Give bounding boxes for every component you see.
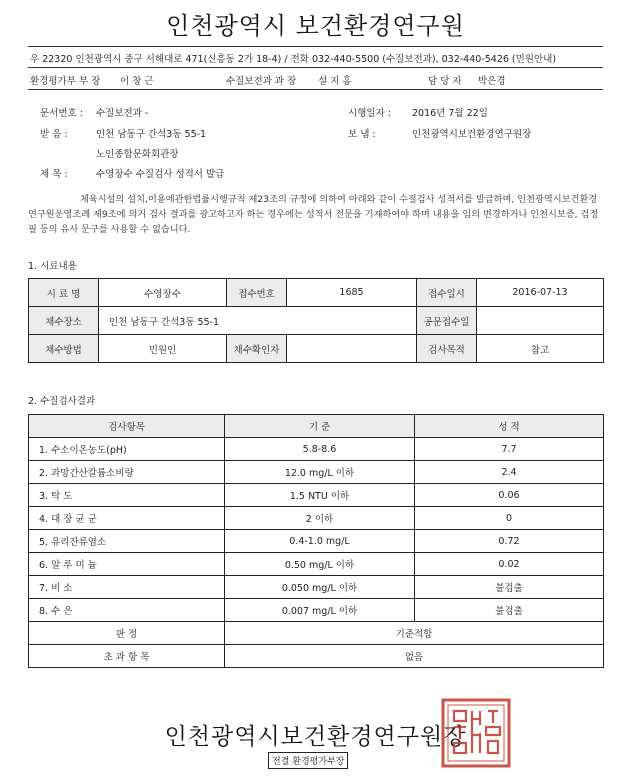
test-item-cell: 1. 수소이온농도(pH) <box>29 438 225 461</box>
subject-label: 제 목 : <box>40 169 68 180</box>
notice-paragraph: 체육시설의 설치,이용에관한법률시행규칙 제23조의 규정에 의하여 아래와 같이 수질검사 성적서를 발급하며, 인천광역시보건환경연구원운영조례 제9조에 의거 검사 결과를 광고하고자 하는 경우에는 성적서 전문을 기재하여야 하며 내용을 임의 변경하거나 인천시보증, 검정필 등의 유사 문구를 사용할 수 없습니다. <box>28 194 599 235</box>
col-standard-header: 기 준 <box>225 415 415 438</box>
subject-value: 수영장수 수질검사 성적서 발급 <box>96 169 225 180</box>
standard-cell: 0.4-1.0 mg/L <box>225 530 415 553</box>
exceeded-label: 초 과 항 목 <box>29 645 225 668</box>
sample-name-label: 시 료 명 <box>29 279 99 307</box>
result-cell: 0.06 <box>415 484 604 507</box>
col-item-header: 검사항목 <box>29 415 225 438</box>
table-row <box>29 530 604 553</box>
col-result-header: 성 적 <box>415 415 604 438</box>
sampling-place-value: 인천 남동구 간석3동 55-1 <box>99 307 417 335</box>
standard-cell: 0.007 mg/L 이하 <box>225 599 415 622</box>
standard-cell: 1.5 NTU 이하 <box>225 484 415 507</box>
section1-heading: 1. 시료내용 <box>28 261 77 272</box>
sample-info-table <box>28 278 604 363</box>
result-cell: 0.02 <box>415 553 604 576</box>
sampling-place-label: 채수장소 <box>29 307 99 335</box>
report-label: 보 냄 : <box>348 129 376 140</box>
doc-no-label: 문서번호 : <box>40 108 83 119</box>
table-row <box>29 622 604 645</box>
recipient-label: 받 음 : <box>40 129 68 140</box>
divider-mid <box>28 67 603 68</box>
table-row <box>29 599 604 622</box>
standard-cell: 2 이하 <box>225 507 415 530</box>
result-cell: 불검출 <box>415 576 604 599</box>
enforce-date-label: 시행일자 : <box>348 108 391 119</box>
standard-cell: 0.050 mg/L 이하 <box>225 576 415 599</box>
table-row <box>29 438 604 461</box>
table-header-row <box>29 415 604 438</box>
sample-receipt-label: 공문접수일 <box>417 307 477 335</box>
test-item-cell: 4. 대 장 균 군 <box>29 507 225 530</box>
table-row <box>29 645 604 668</box>
recipient-value-2: 노인종합문화회관장 <box>96 149 179 160</box>
section-head-name: 설 지 홍 <box>318 76 352 87</box>
signer-title: 인천광역시보건환경연구원장 <box>164 724 467 750</box>
test-item-cell: 8. 수 은 <box>29 599 225 622</box>
judgment-value: 기준적합 <box>225 622 604 645</box>
divider-approval <box>28 89 603 90</box>
standard-cell: 0.50 mg/L 이하 <box>225 553 415 576</box>
sample-name-value: 수영장수 <box>99 279 227 307</box>
enforce-date-value: 2016년 7월 22일 <box>412 108 488 119</box>
table-row <box>29 576 604 599</box>
sampler-check-label: 채수확인자 <box>227 335 287 363</box>
purpose-label: 검사목적 <box>417 335 477 363</box>
test-item-cell: 5. 유리잔류염소 <box>29 530 225 553</box>
test-item-cell: 2. 과망간산칼륨소비량 <box>29 461 225 484</box>
manager-label: 담 당 자 <box>428 76 462 87</box>
receipt-date-value: 2016-07-13 <box>477 279 604 307</box>
table-row <box>29 484 604 507</box>
seal-glyphs <box>454 711 500 753</box>
table-row <box>29 279 604 307</box>
result-cell: 0.72 <box>415 530 604 553</box>
section2-heading: 2. 수질검사결과 <box>28 396 96 407</box>
recipient-value-1: 인천 남동구 간석3동 55-1 <box>96 129 207 140</box>
exceeded-value: 없음 <box>225 645 604 668</box>
dept-head-label: 환경평가부 부 장 <box>30 76 101 87</box>
sample-receipt-value <box>477 307 604 335</box>
purpose-value: 참고 <box>477 335 604 363</box>
test-results-table <box>28 414 604 668</box>
result-cell: 2.4 <box>415 461 604 484</box>
test-item-cell: 3. 탁 도 <box>29 484 225 507</box>
receipt-date-label: 접수일시 <box>417 279 477 307</box>
receipt-no-label: 접수번호 <box>227 279 287 307</box>
dept-head-name: 이 창 근 <box>120 76 154 87</box>
standard-cell: 5.8-8.6 <box>225 438 415 461</box>
sampling-method-value: 민원인 <box>99 335 227 363</box>
doc-no-value: 수질보전과 - <box>96 108 149 119</box>
report-value: 인천광역시보건환경연구원장 <box>412 129 532 140</box>
page-title: 인천광역시 보건환경연구원 <box>166 12 465 40</box>
divider-top <box>28 46 603 47</box>
sampler-check-value <box>287 335 417 363</box>
manager-name: 박은경 <box>478 76 506 87</box>
table-row <box>29 461 604 484</box>
delegation-label: 전결 환경평가부장 <box>268 752 348 769</box>
sampling-method-label: 채수방법 <box>29 335 99 363</box>
receipt-no-value: 1685 <box>287 279 417 307</box>
result-cell: 7.7 <box>415 438 604 461</box>
table-row <box>29 553 604 576</box>
judgment-label: 판 정 <box>29 622 225 645</box>
table-row <box>29 307 604 335</box>
result-cell: 불검출 <box>415 599 604 622</box>
table-row <box>29 507 604 530</box>
address-line: 우 22320 인천광역시 중구 서해대로 471(신흥동 2가 18-4) / 전화 032-440-5500 (수질보전과), 032-440-5426 (민원안내) <box>30 54 557 65</box>
test-item-cell: 6. 알 루 미 늄 <box>29 553 225 576</box>
result-cell: 0 <box>415 507 604 530</box>
table-row <box>29 335 604 363</box>
test-item-cell: 7. 비 소 <box>29 576 225 599</box>
standard-cell: 12.0 mg/L 이하 <box>225 461 415 484</box>
section-head-label: 수질보전과 과 장 <box>226 76 297 87</box>
official-seal-icon <box>440 697 512 769</box>
